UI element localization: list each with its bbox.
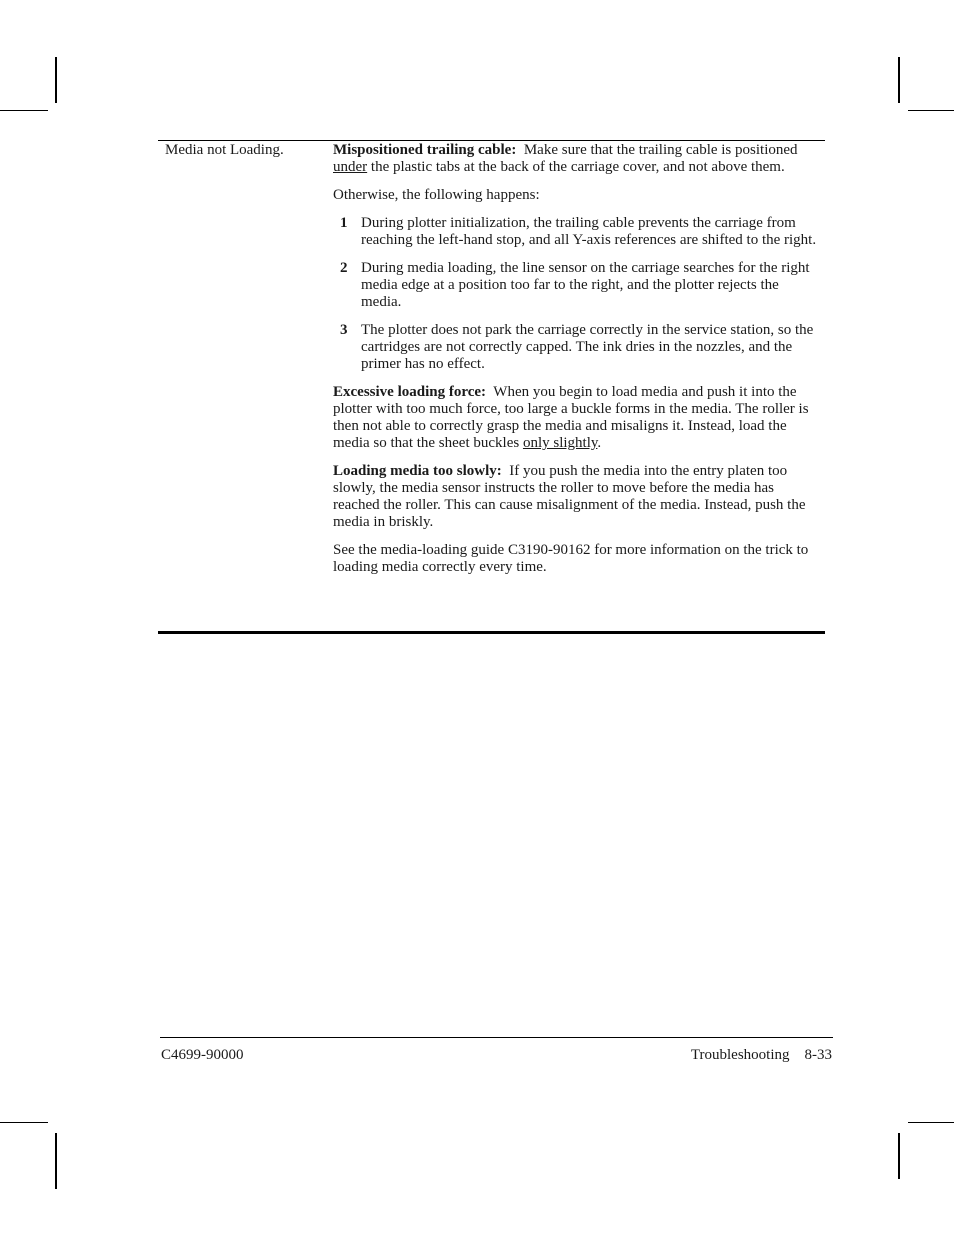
loading-slow-paragraph: [333, 463, 820, 531]
footer-part-number: C4699-90000: [161, 1047, 244, 1063]
trailing-cable-text-after: the plastic tabs at the back of the carriage cover, and not above them.: [367, 159, 785, 175]
step-item: [333, 322, 820, 373]
loading-force-underlined: only slightly: [522, 435, 598, 451]
solution-cell: [333, 142, 820, 576]
crop-mark-top-left-horizontal: [0, 110, 48, 111]
crop-mark-top-right-vertical: [898, 57, 900, 103]
footer-rule: [160, 1037, 833, 1038]
step-number: 3: [340, 322, 348, 338]
loading-slow-text: If you push the media into the entry platen too slowly, the media sensor instructs the roller to move before the media has reached the roller. This can cause misalignment of the media. Instead, push the media in briskly.: [333, 463, 806, 530]
step-text: During media loading, the line sensor on the carriage searches for the right media edge at a position too far to the right, and the plotter rejects the media.: [361, 260, 810, 310]
footer-page-info: [691, 1047, 832, 1064]
step-item: [333, 260, 820, 311]
trailing-cable-heading: Mispositioned trailing cable:: [333, 142, 517, 158]
loading-slow-heading: Loading media too slowly:: [333, 463, 502, 479]
crop-mark-top-right-horizontal: [908, 110, 954, 111]
see-also-paragraph: See the media-loading guide C3190-90162 for more information on the trick to loading media correctly every time.: [333, 542, 809, 575]
crop-mark-bottom-right-horizontal: [908, 1122, 954, 1123]
loading-force-text-after: .: [597, 435, 602, 451]
loading-force-heading: Excessive loading force:: [333, 384, 487, 400]
trailing-cable-text-before: Make sure that the trailing cable is positioned: [523, 142, 798, 158]
step-number: 2: [340, 260, 348, 276]
footer-section: Troubleshooting: [690, 1047, 790, 1063]
table-bottom-rule: [158, 631, 825, 634]
problem-cell: [165, 142, 284, 159]
footer-page-number: 8-33: [804, 1047, 832, 1063]
step-text: During plotter initialization, the trailing cable prevents the carriage from reaching the left-hand stop, and all Y-axis references are shifted to the right.: [361, 215, 817, 248]
otherwise-paragraph: Otherwise, the following happens:: [333, 187, 540, 203]
trailing-cable-paragraph: [333, 142, 820, 176]
crop-mark-top-left-vertical: [55, 57, 57, 103]
loading-force-paragraph: [333, 384, 820, 452]
step-number: 1: [340, 215, 348, 231]
crop-mark-bottom-left-horizontal: [0, 1122, 48, 1123]
trailing-cable-underlined: under: [333, 159, 368, 175]
crop-mark-bottom-left-vertical: [55, 1133, 57, 1189]
crop-mark-bottom-right-vertical: [898, 1133, 900, 1179]
step-item: [333, 215, 820, 249]
loading-force-text-before: When you begin to load media and push it into the plotter with too much force, too large a buckle forms in the media. The roller is then not able to correctly grasp the media and misaligns it. Instead, load the media so that the sheet buckles: [333, 384, 809, 451]
problem-label: Media not Loading.: [165, 142, 284, 158]
table-top-rule: [158, 140, 825, 141]
step-text: The plotter does not park the carriage correctly in the service station, so the cartridges are not correctly capped. The ink dries in the nozzles, and the primer has no effect.: [361, 322, 814, 372]
